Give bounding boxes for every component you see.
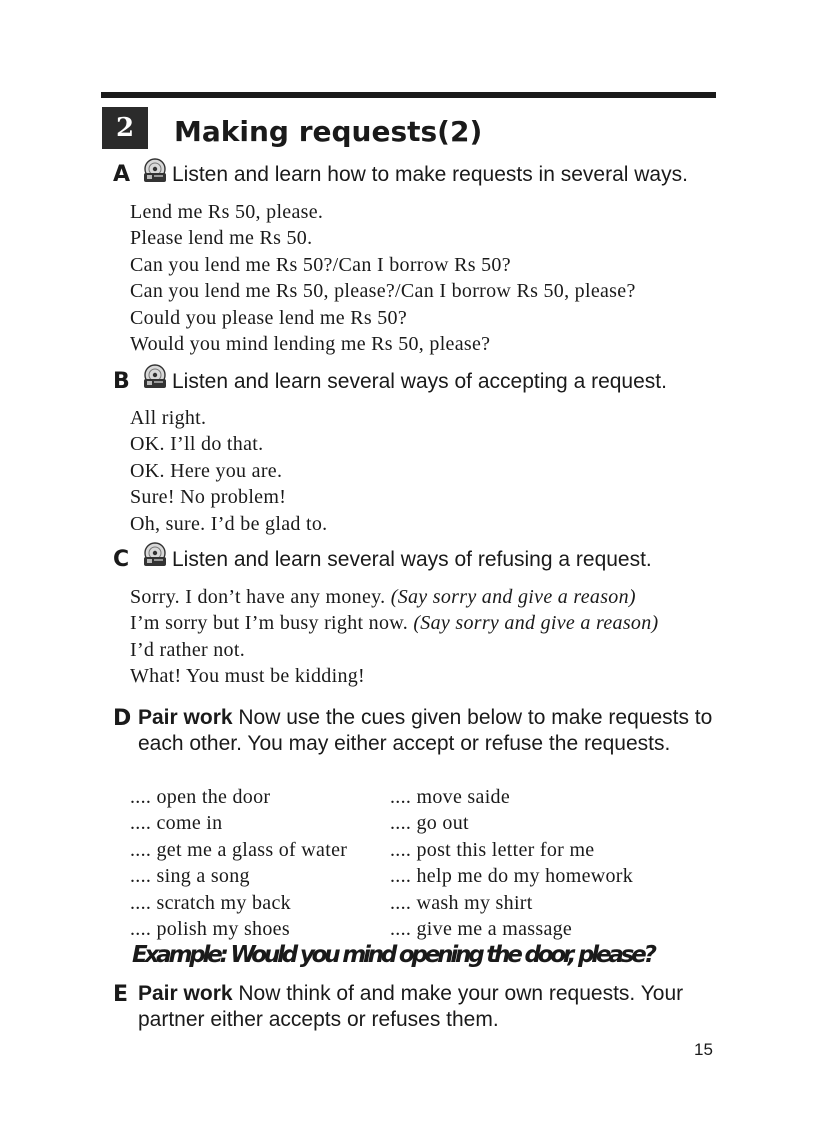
section-b-lines [130,405,327,537]
refuse-note: (Say sorry and give a reason) [390,586,636,608]
cues-right-column [390,784,633,942]
cue-item: .... come in [130,812,223,835]
accept-line: Oh, sure. I’d be glad to. [130,512,328,535]
example-sentence: Example: Would you mind opening the door, please? [132,942,654,968]
section-d-instruction: Pair work Now use the cues given below to make requests to each other. You may either accept or refuse the requests. [138,706,713,756]
cd-player-icon [142,542,168,568]
cue-item: .... go out [390,812,469,835]
section-e-letter: E [113,982,129,1007]
section-c-letter: C [113,547,130,572]
section-c-instruction: Listen and learn several ways of refusing a request. [172,548,652,571]
cue-item: .... sing a song [130,865,250,888]
cue-item: .... scratch my back [130,891,291,914]
refuse-line: Sorry. I don’t have any money. (Say sorry and give a reason) [130,586,636,608]
pair-work-label: Pair work [138,706,233,729]
top-rule [101,92,716,98]
refuse-line: What! You must be kidding! [130,665,366,688]
section-a-letter: A [113,162,131,187]
section-e-instruction: Pair work Now think of and make your own requests. Your partner either accepts or refuses them. [138,982,684,1032]
cue-item: .... get me a glass of water [130,838,348,861]
request-line: Can you lend me Rs 50, please?/Can I borrow Rs 50, please? [130,280,636,303]
accept-line: OK. Here you are. [130,459,283,482]
section-b-instruction: Listen and learn several ways of accepting a request. [172,370,667,393]
cue-item: .... post this letter for me [390,838,595,861]
cd-player-icon [142,158,168,184]
section-d-letter: D [113,706,132,731]
refuse-line: I’m sorry but I’m busy right now. (Say sorry and give a reason) [130,612,659,635]
accept-line: OK. I’ll do that. [130,433,264,456]
pair-work-label: Pair work [138,982,233,1005]
section-a-lines [130,199,636,357]
unit-number-badge: 2 [102,107,148,149]
request-line: Can you lend me Rs 50?/Can I borrow Rs 50? [130,253,511,276]
unit-title: Making requests(2) [174,115,483,148]
request-line: Please lend me Rs 50. [130,227,313,250]
request-line: Lend me Rs 50, please. [130,201,324,223]
refuse-note: (Say sorry and give a reason) [413,612,659,635]
cues-left-column [130,784,347,942]
cue-item: .... help me do my homework [390,865,634,888]
cue-item: .... open the door [130,786,271,808]
section-c-lines [130,584,658,690]
refuse-line: I’d rather not. [130,638,246,661]
accept-line: All right. [130,407,207,429]
cue-item: .... move saide [390,786,511,808]
cue-item: .... polish my shoes [130,918,290,941]
cd-player-icon [142,364,168,390]
request-line: Would you mind lending me Rs 50, please? [130,333,491,356]
accept-line: Sure! No problem! [130,486,287,509]
section-a-instruction: Listen and learn how to make requests in several ways. [172,163,688,186]
page-number: 15 [694,1040,713,1059]
cue-item: .... give me a massage [390,918,573,941]
cue-item: .... wash my shirt [390,891,533,914]
request-line: Could you please lend me Rs 50? [130,306,408,329]
section-b-letter: B [113,369,130,394]
